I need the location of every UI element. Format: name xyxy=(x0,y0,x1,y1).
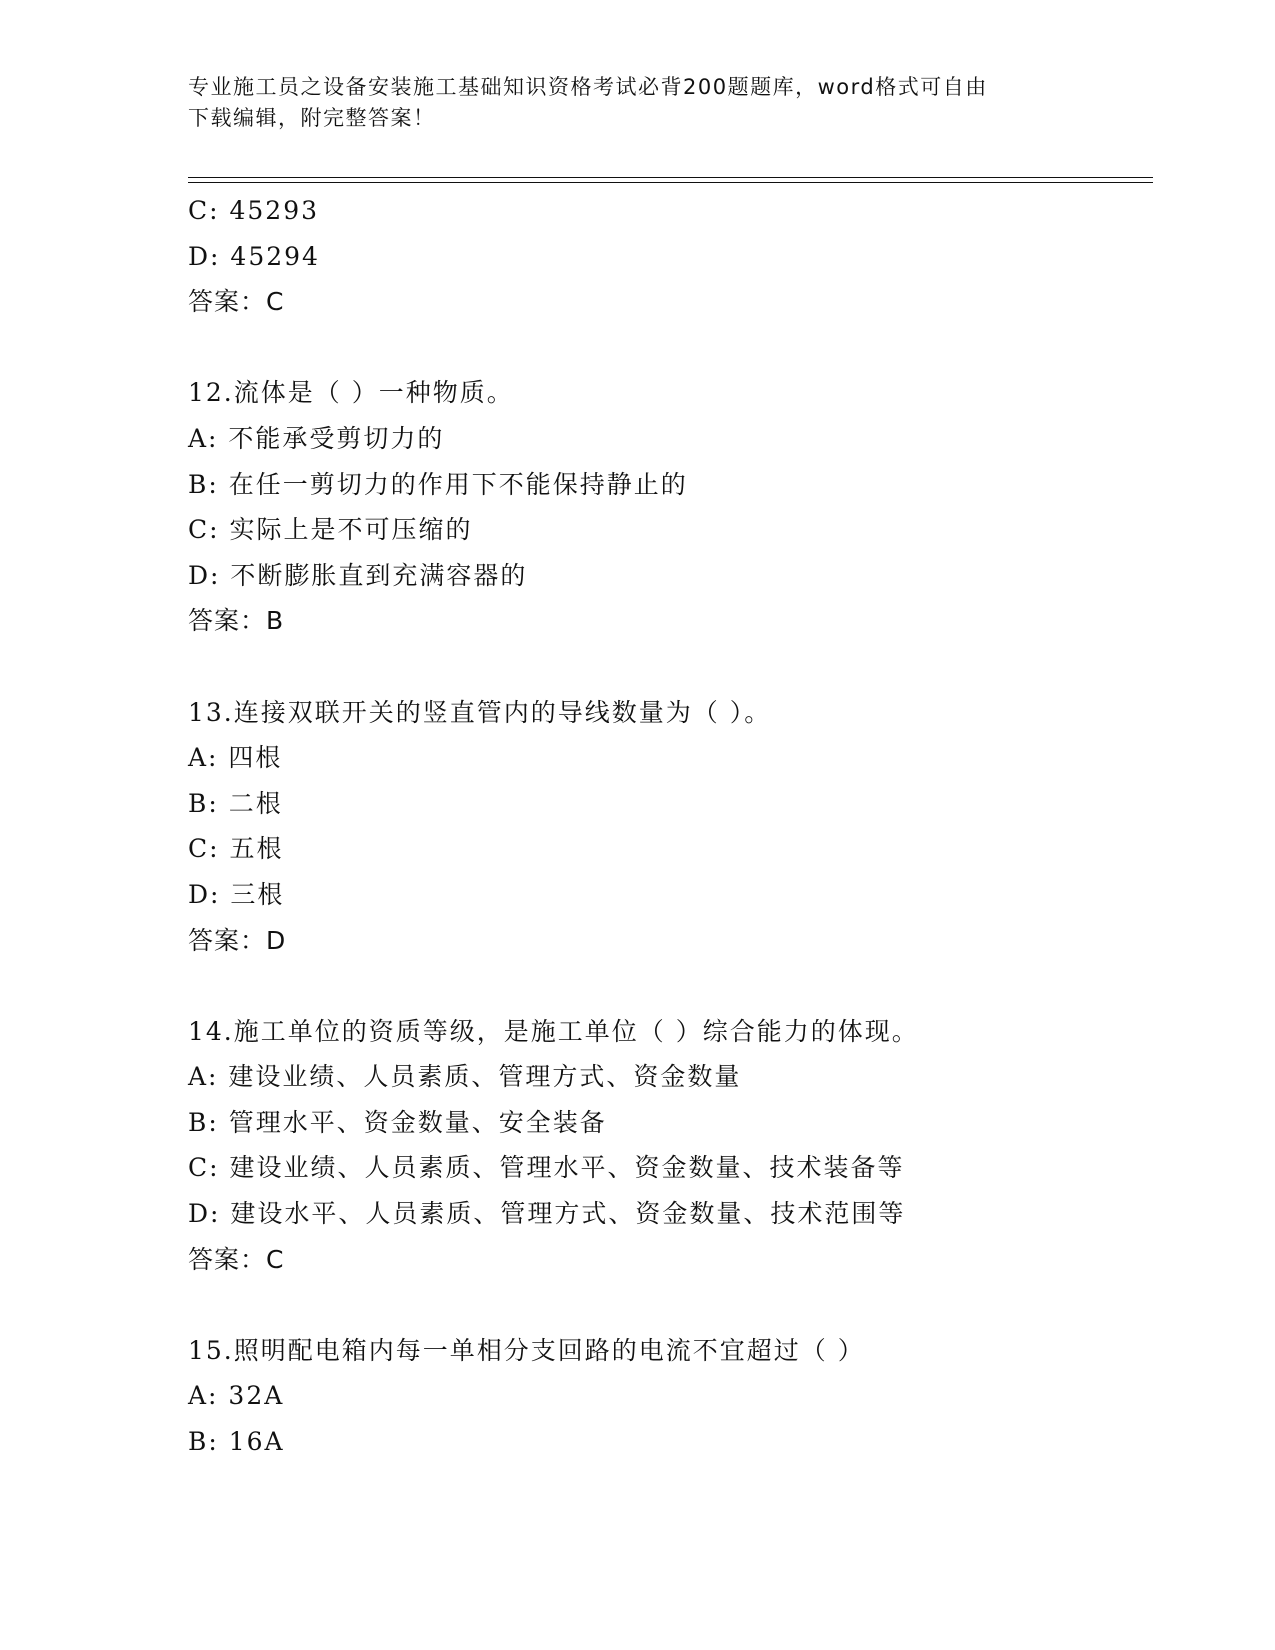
spacer xyxy=(188,325,1153,371)
option-a: A: 32A xyxy=(188,1381,285,1411)
spacer xyxy=(188,1282,1153,1328)
option-c: C: 五根 xyxy=(188,834,284,864)
option-d: D: 三根 xyxy=(188,879,285,909)
option-d: D: 建设水平、人员素质、管理方式、资金数量、技术范围等 xyxy=(188,1199,906,1229)
question-list xyxy=(188,188,1153,1465)
document-header xyxy=(188,72,1068,134)
header-title-line-2: 下载编辑，附完整答案！ xyxy=(188,106,436,130)
option-c: C: 实际上是不可压缩的 xyxy=(188,515,473,545)
option-a: A: 不能承受剪切力的 xyxy=(188,423,445,453)
question-14: 14.施工单位的资质等级，是施工单位（ ）综合能力的体现。 xyxy=(188,1016,919,1046)
option-c: C: 建设业绩、人员素质、管理水平、资金数量、技术装备等 xyxy=(188,1153,905,1183)
option-b: B: 在任一剪切力的作用下不能保持静止的 xyxy=(188,469,688,499)
header-rule-top xyxy=(188,177,1153,178)
option-b: B: 16A xyxy=(188,1427,285,1457)
header-title-line-1: 专业施工员之设备安装施工基础知识资格考试必背200题题库，word格式可自由 xyxy=(188,75,988,99)
question-13: 13.连接双联开关的竖直管内的导线数量为（ ）。 xyxy=(188,697,772,727)
answer: 答案：C xyxy=(188,1244,285,1274)
spacer xyxy=(188,644,1153,690)
question-15: 15.照明配电箱内每一单相分支回路的电流不宜超过（ ） xyxy=(188,1335,865,1365)
option-b: B: 管理水平、资金数量、安全装备 xyxy=(188,1107,607,1137)
option-c: C: 45293 xyxy=(188,196,320,225)
answer: 答案：D xyxy=(188,925,287,955)
question-12: 12.流体是（ ）一种物质。 xyxy=(188,378,514,408)
option-b: B: 二根 xyxy=(188,788,283,818)
option-a: A: 四根 xyxy=(188,743,283,773)
header-rule-bottom xyxy=(188,182,1153,183)
option-a: A: 建设业绩、人员素质、管理方式、资金数量 xyxy=(188,1062,742,1092)
option-d: D: 不断膨胀直到充满容器的 xyxy=(188,560,528,590)
answer: 答案：C xyxy=(188,287,285,317)
spacer xyxy=(188,963,1153,1009)
answer: 答案：B xyxy=(188,606,285,636)
option-d: D: 45294 xyxy=(188,241,320,271)
